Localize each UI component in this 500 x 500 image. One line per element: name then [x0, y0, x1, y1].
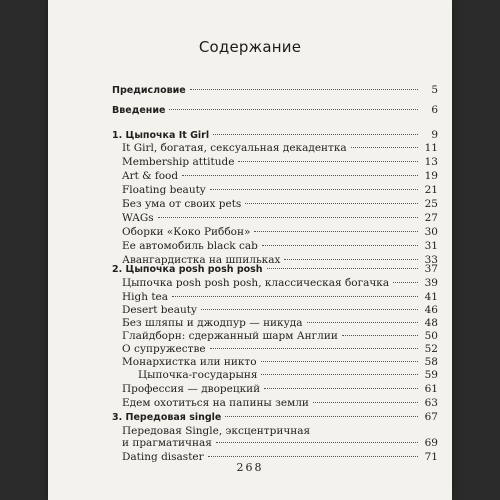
- toc-entry-page: 48: [424, 317, 438, 329]
- toc-entry-page: 6: [431, 104, 438, 116]
- toc-subentry: [112, 239, 438, 253]
- toc-subentry: [112, 183, 438, 197]
- toc-entry-page: 63: [424, 397, 438, 409]
- toc-subentry: [112, 197, 438, 211]
- toc-entry-page: 13: [424, 156, 438, 168]
- toc-entry-page: 30: [424, 226, 438, 238]
- toc-subentry: [112, 316, 438, 330]
- toc-chapter-entry: [112, 83, 438, 97]
- toc-entry-label: Монархистка или никто: [122, 356, 257, 368]
- dot-leader: [169, 109, 418, 110]
- dot-leader: [213, 134, 418, 135]
- toc-entry-label: 3. Передовая single: [112, 412, 222, 423]
- toc-entry-label: 1. Цыпочка It Girl: [112, 130, 210, 141]
- dot-leader: [351, 147, 418, 148]
- dot-leader: [208, 456, 418, 457]
- toc-entry-label: High tea: [122, 291, 169, 303]
- toc-entry-page: 58: [424, 356, 438, 368]
- dot-leader: [190, 89, 418, 90]
- toc-chapter-entry: [112, 410, 438, 424]
- toc-entry-page: 11: [424, 142, 438, 154]
- dot-leader: [210, 348, 418, 349]
- toc-entry-page: 71: [424, 451, 438, 463]
- toc-entry-label: Без шляпы и джодпур — никуда: [122, 317, 303, 329]
- toc-subentry: [112, 155, 438, 169]
- toc-entry-label: Авангардистка на шпильках: [122, 254, 281, 266]
- toc-entry-page: 31: [424, 240, 438, 252]
- toc-entry-page: 59: [424, 369, 438, 381]
- toc-chapter-entry: [112, 103, 438, 117]
- toc-entry-page: 33: [424, 254, 438, 266]
- toc-entry-page: 27: [424, 212, 438, 224]
- book-page: [48, 0, 452, 500]
- toc-entry-label: Передовая Single, эксцентричная: [122, 425, 311, 437]
- dot-leader: [216, 442, 418, 443]
- toc-entry-label: Ее автомобиль black cab: [122, 240, 258, 252]
- dot-leader: [262, 245, 418, 246]
- toc-entry-label: Цыпочка-государыня: [138, 369, 258, 381]
- dot-leader: [264, 388, 418, 389]
- toc-entry-page: 9: [431, 129, 438, 141]
- page-number: 268: [236, 461, 264, 474]
- toc-entry-label: Предисловие: [112, 85, 186, 96]
- dot-leader: [254, 231, 418, 232]
- dot-leader: [342, 335, 418, 336]
- dot-leader: [261, 374, 418, 375]
- toc-subentry: [112, 382, 438, 396]
- bleed-through-text: [48, 0, 452, 70]
- dot-leader: [210, 189, 418, 190]
- toc-subentry: [112, 303, 438, 317]
- toc-subentry: [112, 276, 438, 290]
- dot-leader: [261, 361, 418, 362]
- toc-entry-label: Membership attitude: [122, 156, 235, 168]
- toc-subentry: [112, 329, 438, 343]
- toc-entry-label: Desert beauty: [122, 304, 197, 316]
- toc-entry-label: Оборки «Коко Риббон»: [122, 226, 251, 238]
- dot-leader: [307, 322, 418, 323]
- toc-entry-label: Глайдборн: сдержанный шарм Англии: [122, 330, 338, 342]
- dot-leader: [172, 296, 418, 297]
- toc-subentry: [112, 368, 438, 382]
- dot-leader: [267, 268, 418, 269]
- toc-entry-label: It Girl, богатая, сексуальная декадентка: [122, 142, 347, 154]
- toc-entry-page: 37: [424, 263, 438, 275]
- toc-entry-label: 2. Цыпочка posh posh posh: [112, 264, 263, 275]
- toc-subentry: [112, 290, 438, 304]
- toc-entry-label: Floating beauty: [122, 184, 206, 196]
- toc-subentry: [112, 169, 438, 183]
- dot-leader: [158, 217, 418, 218]
- toc-chapter-entry: [112, 128, 438, 142]
- toc-entry-label: О супружестве: [122, 343, 206, 355]
- page-title: Содержание: [198, 38, 302, 56]
- toc-subentry: [112, 225, 438, 239]
- toc-subentry: [112, 436, 438, 450]
- toc-entry-page: 19: [424, 170, 438, 182]
- toc-entry-label: WAGs: [122, 212, 154, 224]
- toc-entry-page: 50: [424, 330, 438, 342]
- toc-subentry: [112, 141, 438, 155]
- toc-entry-label: Цыпочка posh posh posh, классическая богачка: [122, 277, 390, 289]
- toc-entry-page: 39: [424, 277, 438, 289]
- dot-leader: [182, 175, 418, 176]
- toc-entry-label: Без ума от своих pets: [122, 198, 242, 210]
- toc-subentry: [112, 355, 438, 369]
- toc-subentry: [112, 342, 438, 356]
- toc-entry-page: 61: [424, 383, 438, 395]
- toc-entry-page: 46: [424, 304, 438, 316]
- toc-entry-page: 69: [424, 437, 438, 449]
- toc-entry-page: 52: [424, 343, 438, 355]
- toc-entry-page: 5: [431, 84, 438, 96]
- toc-entry-page: 67: [424, 411, 438, 423]
- toc-subentry: [112, 396, 438, 410]
- toc-entry-page: 21: [424, 184, 438, 196]
- dot-leader: [393, 282, 418, 283]
- dot-leader: [313, 402, 418, 403]
- dot-leader: [245, 203, 418, 204]
- toc-subentry: [112, 211, 438, 225]
- toc-chapter-entry: [112, 262, 438, 276]
- dot-leader: [201, 309, 418, 310]
- toc-entry-label: Введение: [112, 105, 166, 116]
- toc-entry-label: Профессия — дворецкий: [122, 383, 261, 395]
- toc-entry-label: Dating disaster: [122, 451, 204, 463]
- toc-entry-page: 25: [424, 198, 438, 210]
- toc-entry-label: Art & food: [122, 170, 179, 182]
- toc-entry-label: и прагматичная: [122, 437, 212, 449]
- toc-entry-page: 41: [424, 291, 438, 303]
- toc-entry-label: Едем охотиться на папины земли: [122, 397, 309, 409]
- dot-leader: [225, 416, 418, 417]
- dot-leader: [238, 161, 418, 162]
- dot-leader: [284, 259, 418, 260]
